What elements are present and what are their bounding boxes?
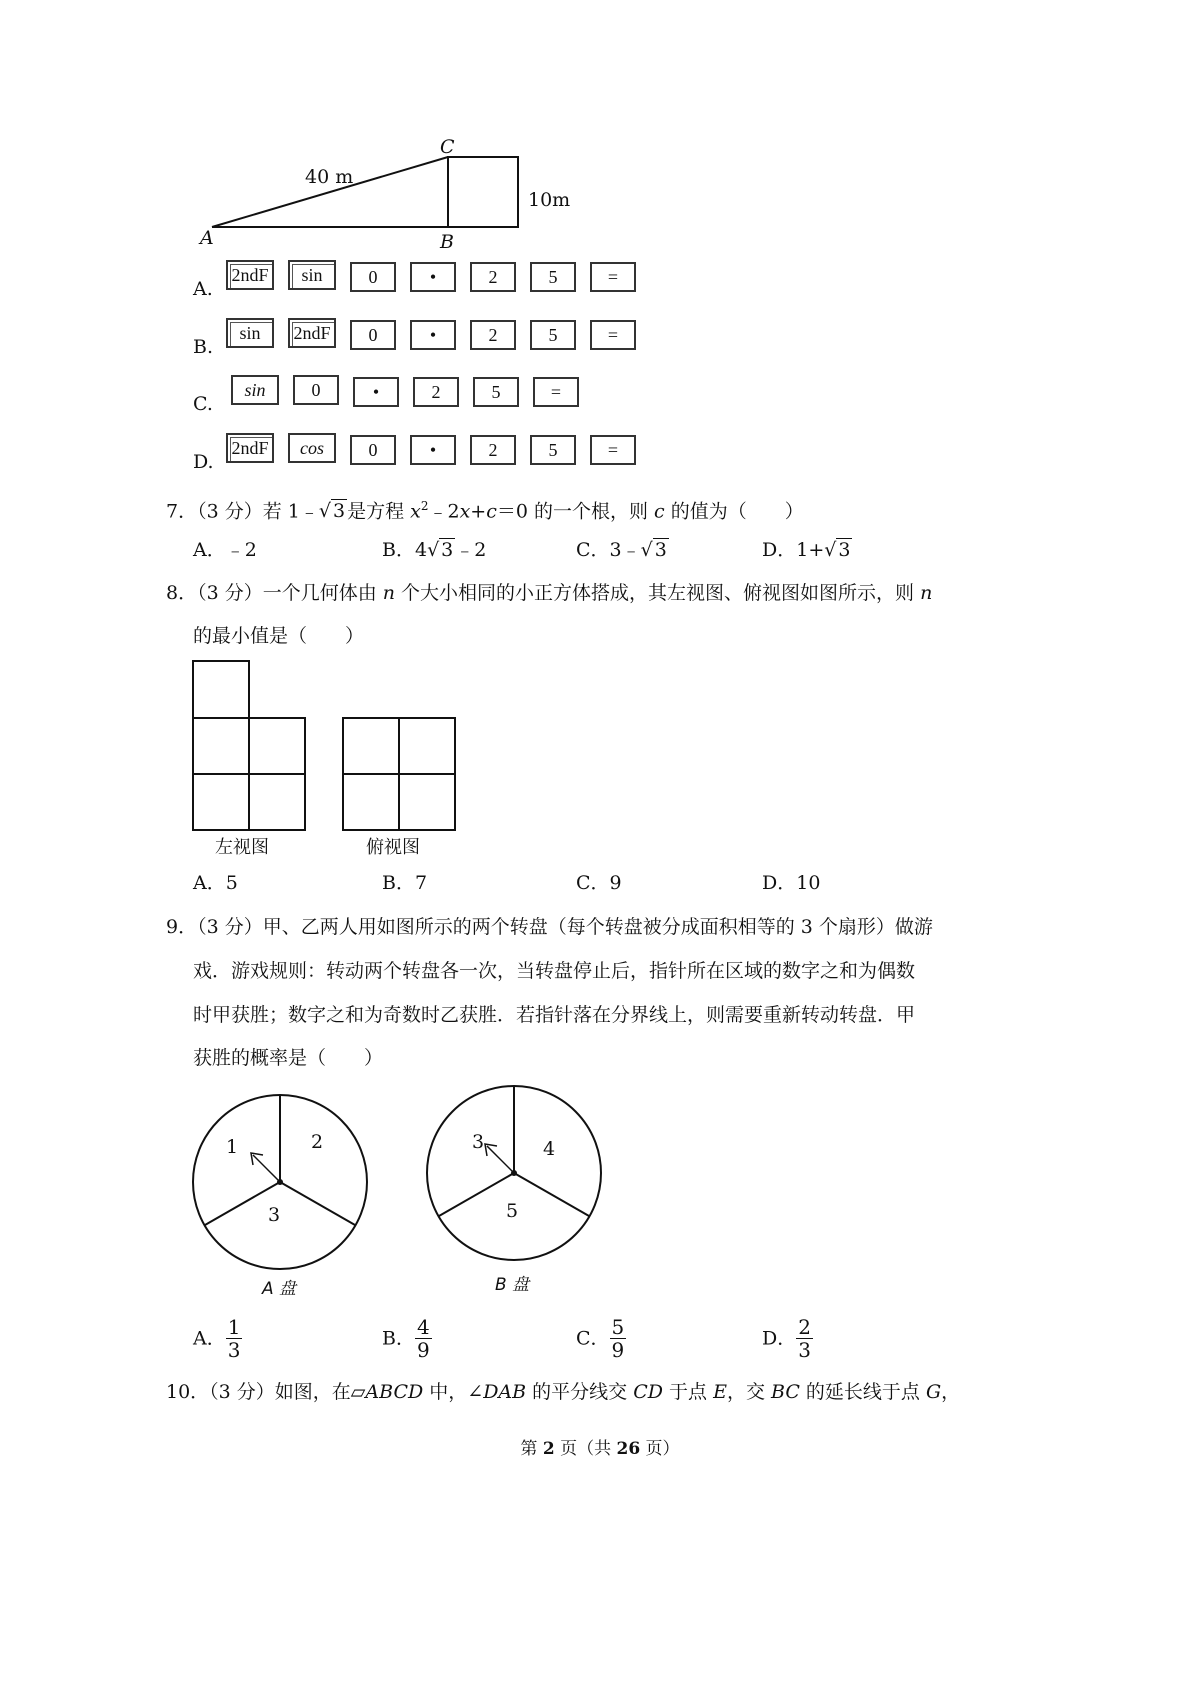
q8-option-a: A．5 xyxy=(193,872,238,894)
label-b: B xyxy=(440,231,454,253)
q7-stem xyxy=(166,494,804,523)
q7-sqrt: √ 3 xyxy=(318,500,346,523)
calc-key: sin xyxy=(288,260,336,290)
calc-key: = xyxy=(590,262,636,292)
calc-key: • xyxy=(410,262,456,292)
calc-key: 0 xyxy=(350,320,396,350)
q9-option: B． $\frac{4}{9}$ xyxy=(382,1315,430,1362)
calc-key: sin xyxy=(226,318,274,348)
q7-option-a: A．﹣2 xyxy=(193,539,257,561)
spinner-b-num2: 4 xyxy=(543,1138,556,1160)
left-view-figure xyxy=(190,658,310,833)
page-footer: 第 2 页（共 26 页） xyxy=(520,1439,680,1459)
top-view-label: 俯视图 xyxy=(366,837,420,858)
calc-key: • xyxy=(410,435,456,465)
q7-option-d: D．1+√ 3 xyxy=(762,539,851,561)
calc-key: • xyxy=(353,377,399,407)
q8-option-d: D．10 xyxy=(762,872,821,894)
q9-option: C． $\frac{5}{9}$ xyxy=(576,1315,625,1362)
spinner-a-num3: 3 xyxy=(268,1204,281,1226)
q7-prefix: 7．（3 分）若 1﹣ xyxy=(166,500,319,523)
calc-key: sin xyxy=(231,375,279,405)
q6-option-letter: A. xyxy=(193,278,213,300)
calc-key: 2ndF xyxy=(288,318,336,348)
calc-key: = xyxy=(533,377,579,407)
label-a: A xyxy=(200,227,214,249)
spinner-b-num3: 5 xyxy=(506,1200,519,1222)
q9-stem-line2: 戏．游戏规则：转动两个转盘各一次，当转盘停止后，指针所在区域的数字之和为偶数 xyxy=(193,960,916,982)
q9-option: A． $\frac{1}{3}$ xyxy=(193,1315,241,1362)
q9-option: D． $\frac{2}{3}$ xyxy=(762,1315,811,1362)
q7-exp: 2 xyxy=(420,499,429,513)
q8-stem-line1: 8．（3 分）一个几何体由 n 个大小相同的小正方体搭成，其左视图、俯视图如图所示，则 n xyxy=(166,582,933,604)
calc-key: 0 xyxy=(350,435,396,465)
q7-tail1: ﹣2 xyxy=(428,500,460,523)
square-building xyxy=(448,157,518,227)
top-view-figure xyxy=(340,715,458,833)
q7-tail2: ＝0 的一个根，则 xyxy=(496,500,655,523)
spinner-b-label: B 盘 xyxy=(495,1275,530,1295)
calc-key: = xyxy=(590,320,636,350)
q7-c: c xyxy=(486,500,497,523)
q7-x2: x xyxy=(459,500,471,523)
calc-key: 2 xyxy=(470,435,516,465)
calc-key: 2 xyxy=(470,320,516,350)
spinner-a xyxy=(190,1092,370,1272)
calc-key: 2 xyxy=(470,262,516,292)
q7-option-b: B．4√ 3 ﹣2 xyxy=(382,539,487,561)
spinner-b xyxy=(424,1083,604,1263)
q9-stem-line1: 9．（3 分）甲、乙两人用如图所示的两个转盘（每个转盘被分成面积相等的 3 个扇形）做游 xyxy=(166,916,933,938)
q7-option-c: C．3﹣√ 3 xyxy=(576,539,667,561)
q9-stem-line4: 获胜的概率是（ ） xyxy=(193,1047,384,1069)
q7-plus: + xyxy=(470,500,487,523)
calc-key: 2ndF xyxy=(226,433,274,463)
calc-key: 5 xyxy=(530,320,576,350)
calc-key: 2 xyxy=(413,377,459,407)
q7-x: x xyxy=(410,500,421,523)
q8-option-b: B．7 xyxy=(382,872,428,894)
q8-option-c: C．9 xyxy=(576,872,622,894)
q6-option-letter: B. xyxy=(193,336,214,358)
calc-key: cos xyxy=(288,433,336,463)
spinner-a-num1: 1 xyxy=(226,1136,239,1158)
spinner-a-label: A 盘 xyxy=(262,1279,297,1299)
calc-key: 5 xyxy=(530,262,576,292)
calc-key: 0 xyxy=(293,375,339,405)
spinner-a-num2: 2 xyxy=(311,1131,324,1153)
label-hyp: 40 m xyxy=(305,166,354,188)
q7-mid: 是方程 xyxy=(347,500,411,523)
calc-key: 2ndF xyxy=(226,260,274,290)
spinner-b-num1: 3 xyxy=(472,1131,485,1153)
q7-tail3: 的值为（ ） xyxy=(664,500,804,523)
calc-key: 5 xyxy=(473,377,519,407)
q10-stem: 10．（3 分）如图，在▱ABCD 中，∠DAB 的平分线交 CD 于点 E，交 BC 的延长线于点 G， xyxy=(166,1381,961,1403)
q8-stem-line2: 的最小值是（ ） xyxy=(193,625,365,647)
calc-key: 0 xyxy=(350,262,396,292)
q7-c2: c xyxy=(654,500,665,523)
calc-key: • xyxy=(410,320,456,350)
calc-key: = xyxy=(590,435,636,465)
q9-stem-line3: 时甲获胜；数字之和为奇数时乙获胜．若指针落在分界线上，则需要重新转动转盘．甲 xyxy=(193,1004,916,1026)
q6-option-letter: D. xyxy=(193,451,214,473)
q6-option-letter: C. xyxy=(193,393,213,415)
label-height: 10m xyxy=(528,189,571,211)
label-c: C xyxy=(440,136,455,158)
left-view-label: 左视图 xyxy=(215,837,269,858)
calc-key: 5 xyxy=(530,435,576,465)
